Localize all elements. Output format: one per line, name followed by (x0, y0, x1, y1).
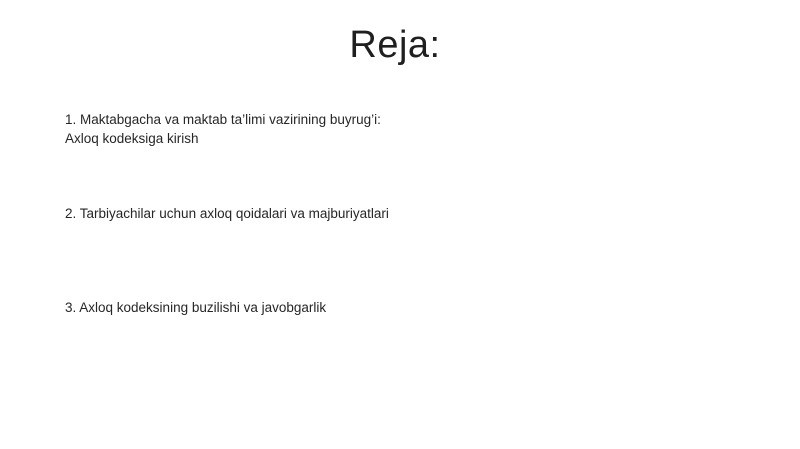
plan-item-2-line-1: 2. Tarbiyachilar uchun axloq qoidalari va majburiyatlari (65, 206, 389, 221)
plan-item-1 (65, 110, 665, 148)
plan-item-3-line-1: 3. Axloq kodeksining buzilishi va javobgarlik (65, 300, 327, 315)
plan-item-3 (65, 298, 665, 317)
plan-item-2 (65, 204, 665, 223)
slide-title: Reja: (349, 24, 441, 66)
plan-item-1-line-1: 1. Maktabgacha va maktab ta’limi vazirining buyrug’i: (65, 112, 381, 127)
plan-item-1-line-2: Axloq kodeksiga kirish (65, 131, 199, 146)
